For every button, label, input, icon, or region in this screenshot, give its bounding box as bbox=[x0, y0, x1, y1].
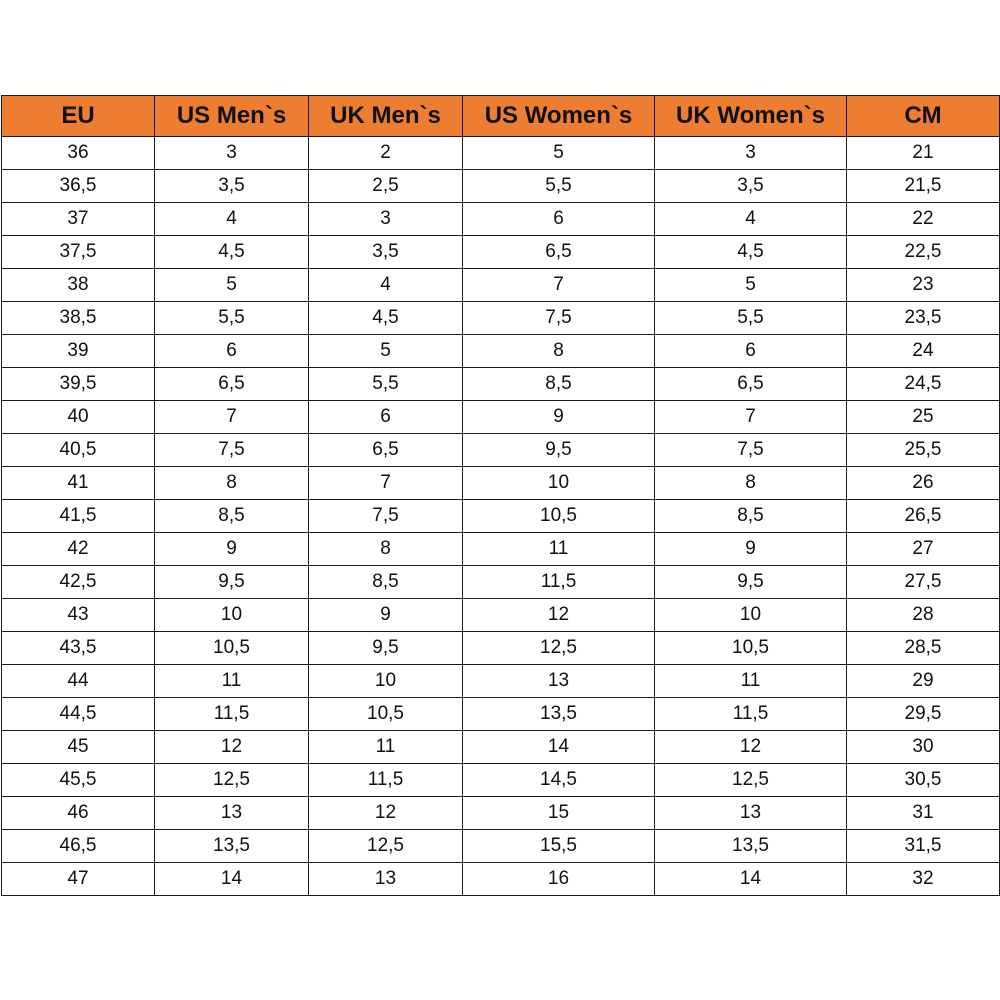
uk-mens-cell: 5,5 bbox=[309, 368, 463, 401]
us-mens-cell: 5,5 bbox=[155, 302, 309, 335]
uk-mens-cell: 6 bbox=[309, 401, 463, 434]
eu-cell: 46 bbox=[2, 797, 155, 830]
us-womens-cell: 8 bbox=[463, 335, 655, 368]
eu-cell: 36 bbox=[2, 137, 155, 170]
eu-cell: 40,5 bbox=[2, 434, 155, 467]
uk-mens-cell: 10 bbox=[309, 665, 463, 698]
uk-womens-cell: 12,5 bbox=[655, 764, 847, 797]
uk-womens-cell: 6,5 bbox=[655, 368, 847, 401]
us-mens-cell: 4,5 bbox=[155, 236, 309, 269]
cm-cell: 30 bbox=[847, 731, 1000, 764]
column-header-uk-womens: UK Women`s bbox=[655, 96, 847, 137]
table-header bbox=[2, 96, 1000, 137]
uk-mens-cell: 9,5 bbox=[309, 632, 463, 665]
cm-cell: 25,5 bbox=[847, 434, 1000, 467]
us-womens-cell: 12 bbox=[463, 599, 655, 632]
uk-womens-cell: 9,5 bbox=[655, 566, 847, 599]
cm-cell: 31,5 bbox=[847, 830, 1000, 863]
uk-womens-cell: 11,5 bbox=[655, 698, 847, 731]
table-row bbox=[2, 566, 1000, 599]
cm-cell: 29,5 bbox=[847, 698, 1000, 731]
eu-cell: 38 bbox=[2, 269, 155, 302]
us-mens-cell: 10 bbox=[155, 599, 309, 632]
us-mens-cell: 9,5 bbox=[155, 566, 309, 599]
us-womens-cell: 7,5 bbox=[463, 302, 655, 335]
us-mens-cell: 9 bbox=[155, 533, 309, 566]
us-womens-cell: 16 bbox=[463, 863, 655, 896]
us-womens-cell: 8,5 bbox=[463, 368, 655, 401]
us-womens-cell: 9,5 bbox=[463, 434, 655, 467]
column-header-us-womens: US Women`s bbox=[463, 96, 655, 137]
cm-cell: 24,5 bbox=[847, 368, 1000, 401]
us-mens-cell: 5 bbox=[155, 269, 309, 302]
us-womens-cell: 13,5 bbox=[463, 698, 655, 731]
cm-cell: 28,5 bbox=[847, 632, 1000, 665]
uk-womens-cell: 4,5 bbox=[655, 236, 847, 269]
us-mens-cell: 6,5 bbox=[155, 368, 309, 401]
us-mens-cell: 10,5 bbox=[155, 632, 309, 665]
us-mens-cell: 11,5 bbox=[155, 698, 309, 731]
cm-cell: 26 bbox=[847, 467, 1000, 500]
uk-mens-cell: 5 bbox=[309, 335, 463, 368]
uk-mens-cell: 9 bbox=[309, 599, 463, 632]
table-row bbox=[2, 170, 1000, 203]
eu-cell: 43 bbox=[2, 599, 155, 632]
eu-cell: 45 bbox=[2, 731, 155, 764]
us-womens-cell: 15,5 bbox=[463, 830, 655, 863]
uk-mens-cell: 6,5 bbox=[309, 434, 463, 467]
us-womens-cell: 13 bbox=[463, 665, 655, 698]
table-row bbox=[2, 137, 1000, 170]
uk-mens-cell: 13 bbox=[309, 863, 463, 896]
table-row bbox=[2, 203, 1000, 236]
eu-cell: 37,5 bbox=[2, 236, 155, 269]
uk-mens-cell: 11 bbox=[309, 731, 463, 764]
us-mens-cell: 13,5 bbox=[155, 830, 309, 863]
uk-mens-cell: 4,5 bbox=[309, 302, 463, 335]
cm-cell: 27 bbox=[847, 533, 1000, 566]
uk-womens-cell: 13 bbox=[655, 797, 847, 830]
cm-cell: 23 bbox=[847, 269, 1000, 302]
table-body bbox=[2, 137, 1000, 896]
us-womens-cell: 11 bbox=[463, 533, 655, 566]
us-mens-cell: 4 bbox=[155, 203, 309, 236]
table-row bbox=[2, 368, 1000, 401]
eu-cell: 38,5 bbox=[2, 302, 155, 335]
us-womens-cell: 6,5 bbox=[463, 236, 655, 269]
uk-womens-cell: 7,5 bbox=[655, 434, 847, 467]
table-row bbox=[2, 434, 1000, 467]
us-mens-cell: 12 bbox=[155, 731, 309, 764]
us-mens-cell: 8 bbox=[155, 467, 309, 500]
uk-mens-cell: 4 bbox=[309, 269, 463, 302]
cm-cell: 31 bbox=[847, 797, 1000, 830]
us-womens-cell: 6 bbox=[463, 203, 655, 236]
table-row bbox=[2, 632, 1000, 665]
cm-cell: 30,5 bbox=[847, 764, 1000, 797]
eu-cell: 47 bbox=[2, 863, 155, 896]
eu-cell: 44,5 bbox=[2, 698, 155, 731]
uk-mens-cell: 2 bbox=[309, 137, 463, 170]
us-womens-cell: 12,5 bbox=[463, 632, 655, 665]
uk-womens-cell: 3 bbox=[655, 137, 847, 170]
us-womens-cell: 15 bbox=[463, 797, 655, 830]
table-row bbox=[2, 269, 1000, 302]
uk-mens-cell: 2,5 bbox=[309, 170, 463, 203]
table-row bbox=[2, 533, 1000, 566]
cm-cell: 28 bbox=[847, 599, 1000, 632]
us-womens-cell: 5 bbox=[463, 137, 655, 170]
cm-cell: 24 bbox=[847, 335, 1000, 368]
table-row bbox=[2, 599, 1000, 632]
uk-mens-cell: 12,5 bbox=[309, 830, 463, 863]
eu-cell: 40 bbox=[2, 401, 155, 434]
uk-womens-cell: 9 bbox=[655, 533, 847, 566]
eu-cell: 39 bbox=[2, 335, 155, 368]
uk-womens-cell: 5 bbox=[655, 269, 847, 302]
eu-cell: 42,5 bbox=[2, 566, 155, 599]
cm-cell: 21 bbox=[847, 137, 1000, 170]
uk-mens-cell: 11,5 bbox=[309, 764, 463, 797]
table-row bbox=[2, 797, 1000, 830]
uk-womens-cell: 14 bbox=[655, 863, 847, 896]
uk-mens-cell: 3,5 bbox=[309, 236, 463, 269]
cm-cell: 22 bbox=[847, 203, 1000, 236]
column-header-cm: CM bbox=[847, 96, 1000, 137]
us-mens-cell: 13 bbox=[155, 797, 309, 830]
us-womens-cell: 14,5 bbox=[463, 764, 655, 797]
size-conversion-table bbox=[1, 95, 1000, 896]
uk-womens-cell: 6 bbox=[655, 335, 847, 368]
us-womens-cell: 10,5 bbox=[463, 500, 655, 533]
uk-mens-cell: 3 bbox=[309, 203, 463, 236]
uk-mens-cell: 8 bbox=[309, 533, 463, 566]
uk-womens-cell: 8,5 bbox=[655, 500, 847, 533]
eu-cell: 42 bbox=[2, 533, 155, 566]
us-mens-cell: 11 bbox=[155, 665, 309, 698]
cm-cell: 23,5 bbox=[847, 302, 1000, 335]
us-mens-cell: 6 bbox=[155, 335, 309, 368]
table-row bbox=[2, 401, 1000, 434]
cm-cell: 21,5 bbox=[847, 170, 1000, 203]
uk-womens-cell: 12 bbox=[655, 731, 847, 764]
eu-cell: 39,5 bbox=[2, 368, 155, 401]
eu-cell: 36,5 bbox=[2, 170, 155, 203]
column-header-us-mens: US Men`s bbox=[155, 96, 309, 137]
column-header-uk-mens: UK Men`s bbox=[309, 96, 463, 137]
uk-mens-cell: 12 bbox=[309, 797, 463, 830]
cm-cell: 26,5 bbox=[847, 500, 1000, 533]
cm-cell: 32 bbox=[847, 863, 1000, 896]
table-row bbox=[2, 830, 1000, 863]
uk-womens-cell: 4 bbox=[655, 203, 847, 236]
uk-womens-cell: 7 bbox=[655, 401, 847, 434]
uk-mens-cell: 8,5 bbox=[309, 566, 463, 599]
eu-cell: 46,5 bbox=[2, 830, 155, 863]
us-womens-cell: 5,5 bbox=[463, 170, 655, 203]
table-row bbox=[2, 302, 1000, 335]
table-row bbox=[2, 335, 1000, 368]
uk-womens-cell: 8 bbox=[655, 467, 847, 500]
us-womens-cell: 11,5 bbox=[463, 566, 655, 599]
table-row bbox=[2, 731, 1000, 764]
us-mens-cell: 7,5 bbox=[155, 434, 309, 467]
us-womens-cell: 14 bbox=[463, 731, 655, 764]
eu-cell: 41 bbox=[2, 467, 155, 500]
eu-cell: 43,5 bbox=[2, 632, 155, 665]
us-mens-cell: 8,5 bbox=[155, 500, 309, 533]
eu-cell: 44 bbox=[2, 665, 155, 698]
table-row bbox=[2, 863, 1000, 896]
uk-womens-cell: 11 bbox=[655, 665, 847, 698]
uk-mens-cell: 7 bbox=[309, 467, 463, 500]
eu-cell: 41,5 bbox=[2, 500, 155, 533]
uk-womens-cell: 13,5 bbox=[655, 830, 847, 863]
uk-womens-cell: 3,5 bbox=[655, 170, 847, 203]
uk-womens-cell: 10,5 bbox=[655, 632, 847, 665]
us-mens-cell: 3 bbox=[155, 137, 309, 170]
column-header-eu: EU bbox=[2, 96, 155, 137]
us-womens-cell: 9 bbox=[463, 401, 655, 434]
cm-cell: 25 bbox=[847, 401, 1000, 434]
cm-cell: 29 bbox=[847, 665, 1000, 698]
table-row bbox=[2, 764, 1000, 797]
us-mens-cell: 12,5 bbox=[155, 764, 309, 797]
table-row bbox=[2, 467, 1000, 500]
eu-cell: 37 bbox=[2, 203, 155, 236]
table-row bbox=[2, 698, 1000, 731]
eu-cell: 45,5 bbox=[2, 764, 155, 797]
header-row bbox=[2, 96, 1000, 137]
us-mens-cell: 14 bbox=[155, 863, 309, 896]
us-mens-cell: 7 bbox=[155, 401, 309, 434]
table-row bbox=[2, 500, 1000, 533]
uk-mens-cell: 10,5 bbox=[309, 698, 463, 731]
us-womens-cell: 10 bbox=[463, 467, 655, 500]
uk-womens-cell: 5,5 bbox=[655, 302, 847, 335]
table-row bbox=[2, 665, 1000, 698]
uk-mens-cell: 7,5 bbox=[309, 500, 463, 533]
us-womens-cell: 7 bbox=[463, 269, 655, 302]
cm-cell: 27,5 bbox=[847, 566, 1000, 599]
table-row bbox=[2, 236, 1000, 269]
cm-cell: 22,5 bbox=[847, 236, 1000, 269]
us-mens-cell: 3,5 bbox=[155, 170, 309, 203]
uk-womens-cell: 10 bbox=[655, 599, 847, 632]
